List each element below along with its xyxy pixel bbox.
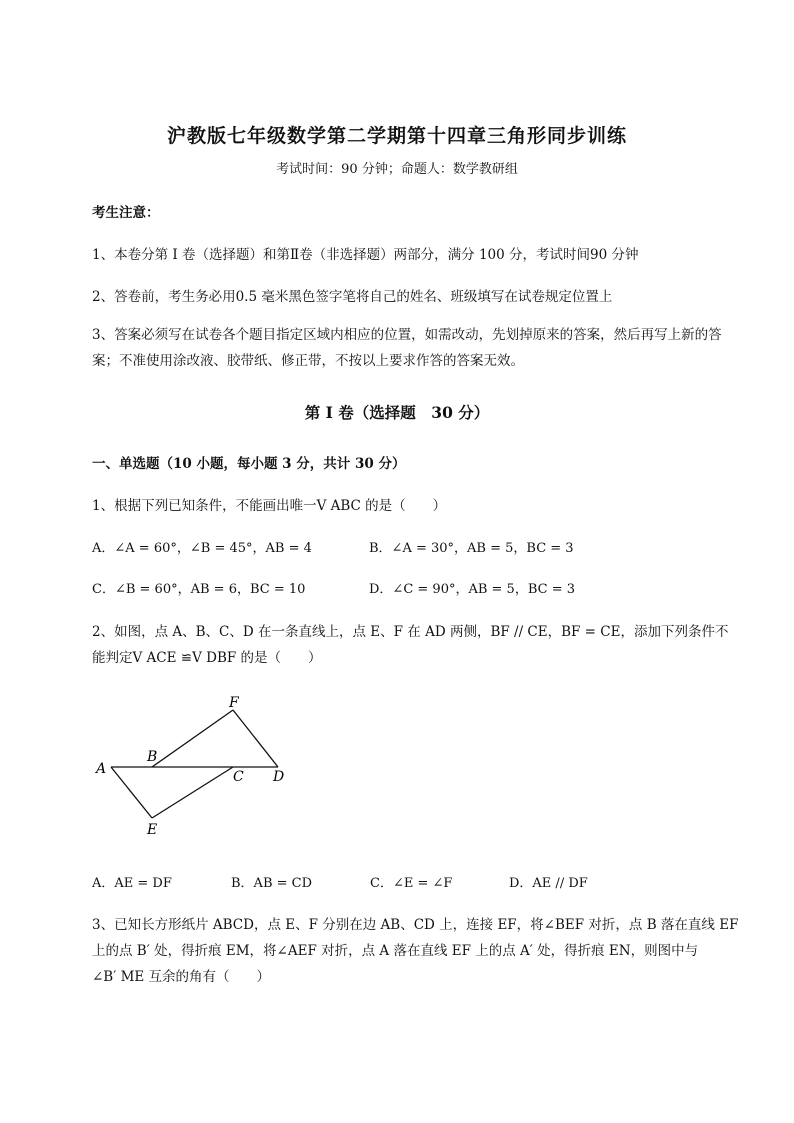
notice-item-2: 2、答卷前，考生务必用0.5 毫米黑色签字笔将自己的姓名、班级填写在试卷规定位置上 xyxy=(92,289,613,305)
question-2-option-a[interactable]: A．AE = DF xyxy=(92,876,172,891)
label-b: B xyxy=(147,749,158,765)
page-title: 沪教版七年级数学第二学期第十四章三角形同步训练 xyxy=(166,125,627,147)
label-a: A xyxy=(96,761,107,777)
question-2-stem-line-2: 能判定V ACE ≌V DBF 的是（ ） xyxy=(92,650,322,666)
question-1-option-d[interactable]: D．∠C = 90°，AB = 5，BC = 3 xyxy=(369,582,576,597)
segment-ec xyxy=(152,767,233,818)
notice-item-1: 1、本卷分第 I 卷（选择题）和第Ⅱ卷（非选择题）两部分，满分 100 分，考试时间90 分钟 xyxy=(92,247,639,263)
question-3-stem-line-1: 3、已知长方形纸片 ABCD，点 E、F 分别在边 AB、CD 上，连接 EF，将∠BEF 对折，点 B 落在直线 EF xyxy=(92,917,739,933)
question-2-option-c[interactable]: C．∠E = ∠F xyxy=(370,876,453,891)
notice-heading: 考生注意： xyxy=(92,205,160,221)
question-1-option-b[interactable]: B．∠A = 30°，AB = 5，BC = 3 xyxy=(369,541,574,556)
label-c: C xyxy=(233,769,244,785)
label-e: E xyxy=(147,822,158,838)
question-2-option-b[interactable]: B．AB = CD xyxy=(231,876,313,891)
part1-title: 第 I 卷（选择题 30 分） xyxy=(304,403,490,422)
section-heading: 一、单选题（10 小题，每小题 3 分，共计 30 分） xyxy=(92,456,406,472)
segment-bf xyxy=(152,710,233,767)
label-f: F xyxy=(229,695,239,711)
exam-info: 考试时间：90 分钟；命题人：数学教研组 xyxy=(276,162,518,177)
question-3-stem-line-3: ∠B′ ME 互余的角有（ ） xyxy=(92,969,271,985)
segment-fd xyxy=(233,710,278,767)
question-2-stem-line-1: 2、如图，点 A、B、C、D 在一条直线上，点 E、F 在 AD 两侧，BF // CE，BF = CE，添加下列条件不 xyxy=(92,624,729,640)
question-3-stem-line-2: 上的点 B′ 处，得折痕 EM，将∠AEF 对折，点 A 落在直线 EF 上的点 A′ 处，得折痕 EN，则图中与 xyxy=(92,943,699,959)
notice-item-3: 3、答案必须写在试卷各个题目指定区域内相应的位置，如需改动，先划掉原来的答案，然后再写上新的答案；不准使用涂改液、胶带纸、修正带，不按以上要求作答的答案无效。 xyxy=(92,327,722,369)
segment-ae xyxy=(111,767,152,818)
question-2-option-d[interactable]: D．AE // DF xyxy=(509,876,588,891)
question-1-option-a[interactable]: A．∠A = 60°，∠B = 45°，AB = 4 xyxy=(92,541,312,556)
label-d: D xyxy=(273,769,285,785)
question-1-stem: 1、根据下列已知条件，不能画出唯一V ABC 的是（ ） xyxy=(92,498,447,514)
question-2-figure xyxy=(90,690,300,840)
question-1-option-c[interactable]: C．∠B = 60°，AB = 6，BC = 10 xyxy=(92,582,306,597)
